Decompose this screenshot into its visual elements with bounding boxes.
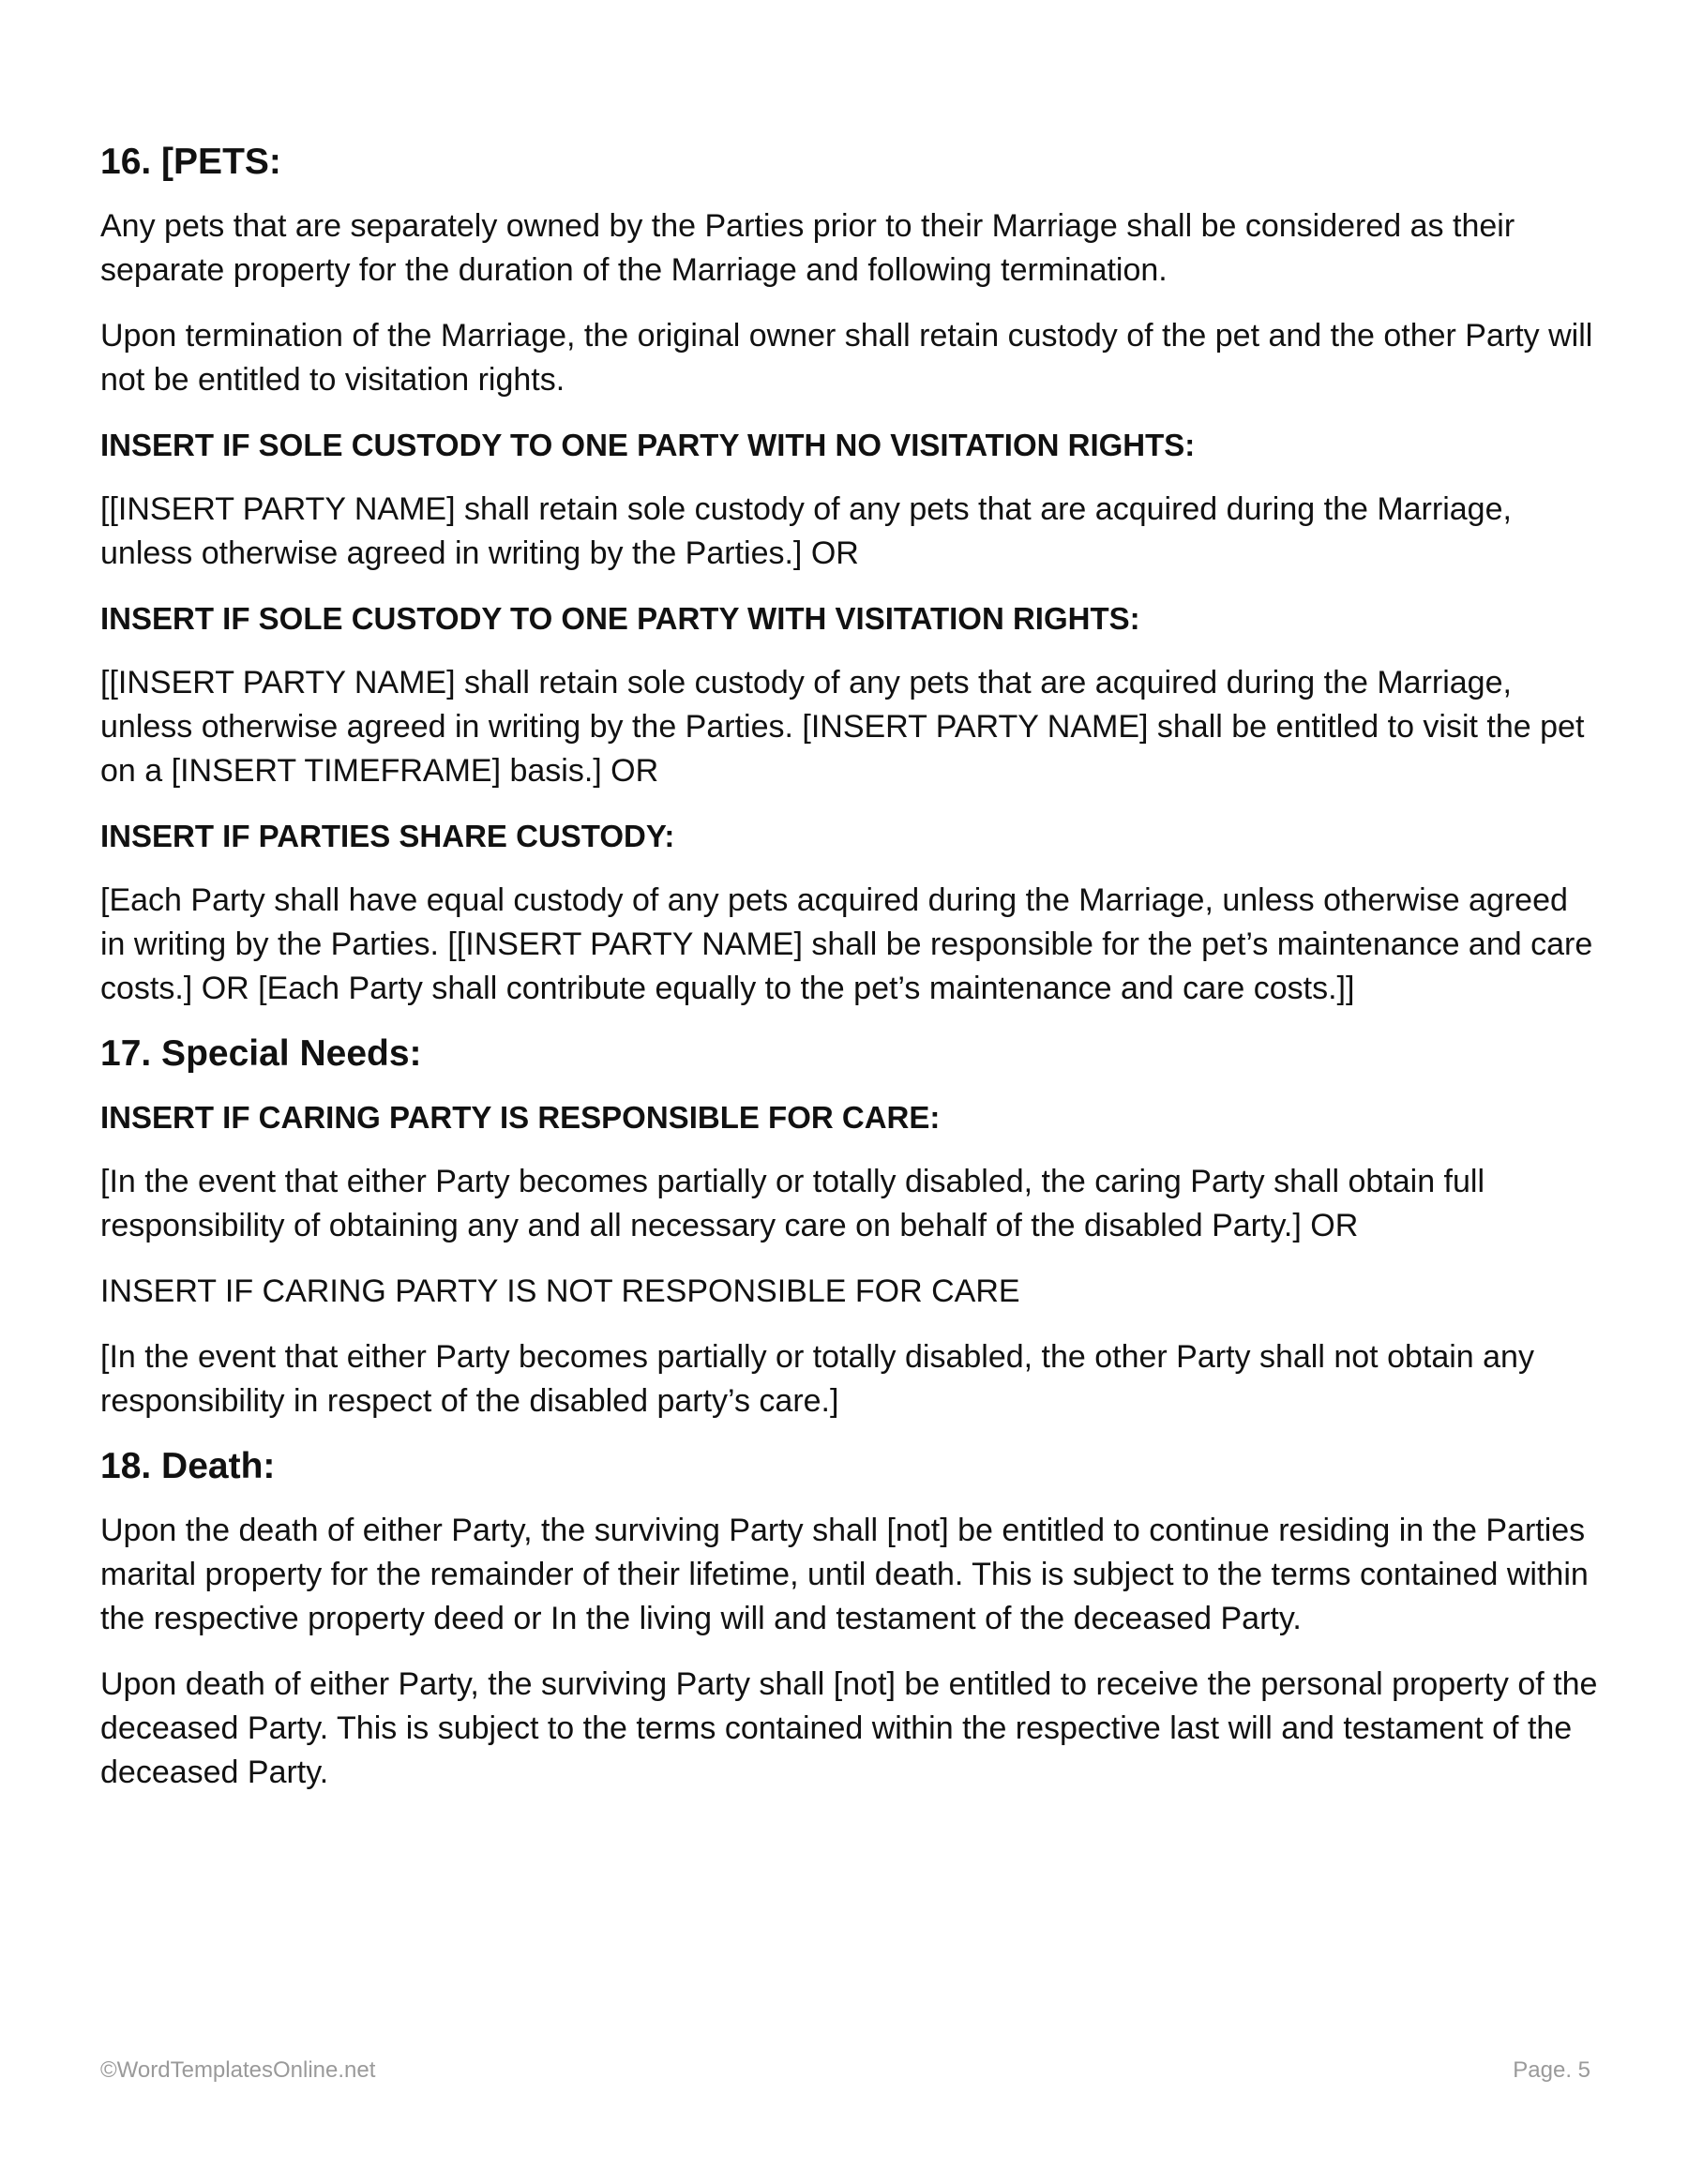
paragraph: [In the event that either Party becomes partially or totally disabled, the other Party shall not obtain any responsibility in respect of the disabled party’s care.] xyxy=(100,1339,1534,1419)
paragraph: Upon the death of either Party, the surviving Party shall [not] be entitled to continue residing in the Parties marital property for the remainder of their lifetime, until death. This is subject to the terms contained within the respective property deed or In the living will and testament of the deceased Party. xyxy=(100,1513,1589,1636)
paragraph: Upon death of either Party, the surviving Party shall [not] be entitled to receive the personal property of the deceased Party. This is subject to the terms contained within the respective last will and testament of the deceased Party. xyxy=(100,1666,1598,1790)
paragraph: [Each Party shall have equal custody of any pets acquired during the Marriage, unless otherwise agreed in writing by the Parties. [[INSERT PARTY NAME] shall be responsible for the pet’s maintenance and care costs.] OR [Each Party shall contribute equally to the pet’s maintenance and care costs.]] xyxy=(100,882,1593,1006)
section-heading-special-needs: 17. Special Needs: xyxy=(100,1033,422,1074)
sub-heading: INSERT IF PARTIES SHARE CUSTODY: xyxy=(100,819,675,853)
footer-page-number: Page. 5 xyxy=(1513,2057,1590,2083)
paragraph: Any pets that are separately owned by the Parties prior to their Marriage shall be considered as their separate property for the duration of the Marriage and following termination. xyxy=(100,208,1515,288)
paragraph: [[INSERT PARTY NAME] shall retain sole custody of any pets that are acquired during the Marriage, unless otherwise agreed in writing by the Parties.] OR xyxy=(100,491,1512,571)
paragraph: INSERT IF CARING PARTY IS NOT RESPONSIBLE FOR CARE xyxy=(100,1273,1020,1309)
section-heading-death: 18. Death: xyxy=(100,1446,276,1486)
sub-heading: INSERT IF SOLE CUSTODY TO ONE PARTY WITH NO VISITATION RIGHTS: xyxy=(100,428,1196,462)
section-heading-pets: 16. [PETS: xyxy=(100,142,281,182)
paragraph: [In the event that either Party becomes partially or totally disabled, the caring Party shall obtain full responsibility of obtaining any and all necessary care on behalf of the disabled Party.] OR xyxy=(100,1164,1485,1243)
footer-copyright: ©WordTemplatesOnline.net xyxy=(100,2057,376,2083)
sub-heading: INSERT IF SOLE CUSTODY TO ONE PARTY WITH VISITATION RIGHTS: xyxy=(100,601,1140,636)
sub-heading: INSERT IF CARING PARTY IS RESPONSIBLE FOR CARE: xyxy=(100,1100,941,1135)
paragraph: Upon termination of the Marriage, the original owner shall retain custody of the pet and the other Party will not be entitled to visitation rights. xyxy=(100,318,1593,398)
paragraph: [[INSERT PARTY NAME] shall retain sole custody of any pets that are acquired during the Marriage, unless otherwise agreed in writing by the Parties. [INSERT PARTY NAME] shall be entitled to visit the pet on a [INSERT TIMEFRAME] basis.] OR xyxy=(100,665,1585,789)
document-page xyxy=(100,141,1601,1816)
